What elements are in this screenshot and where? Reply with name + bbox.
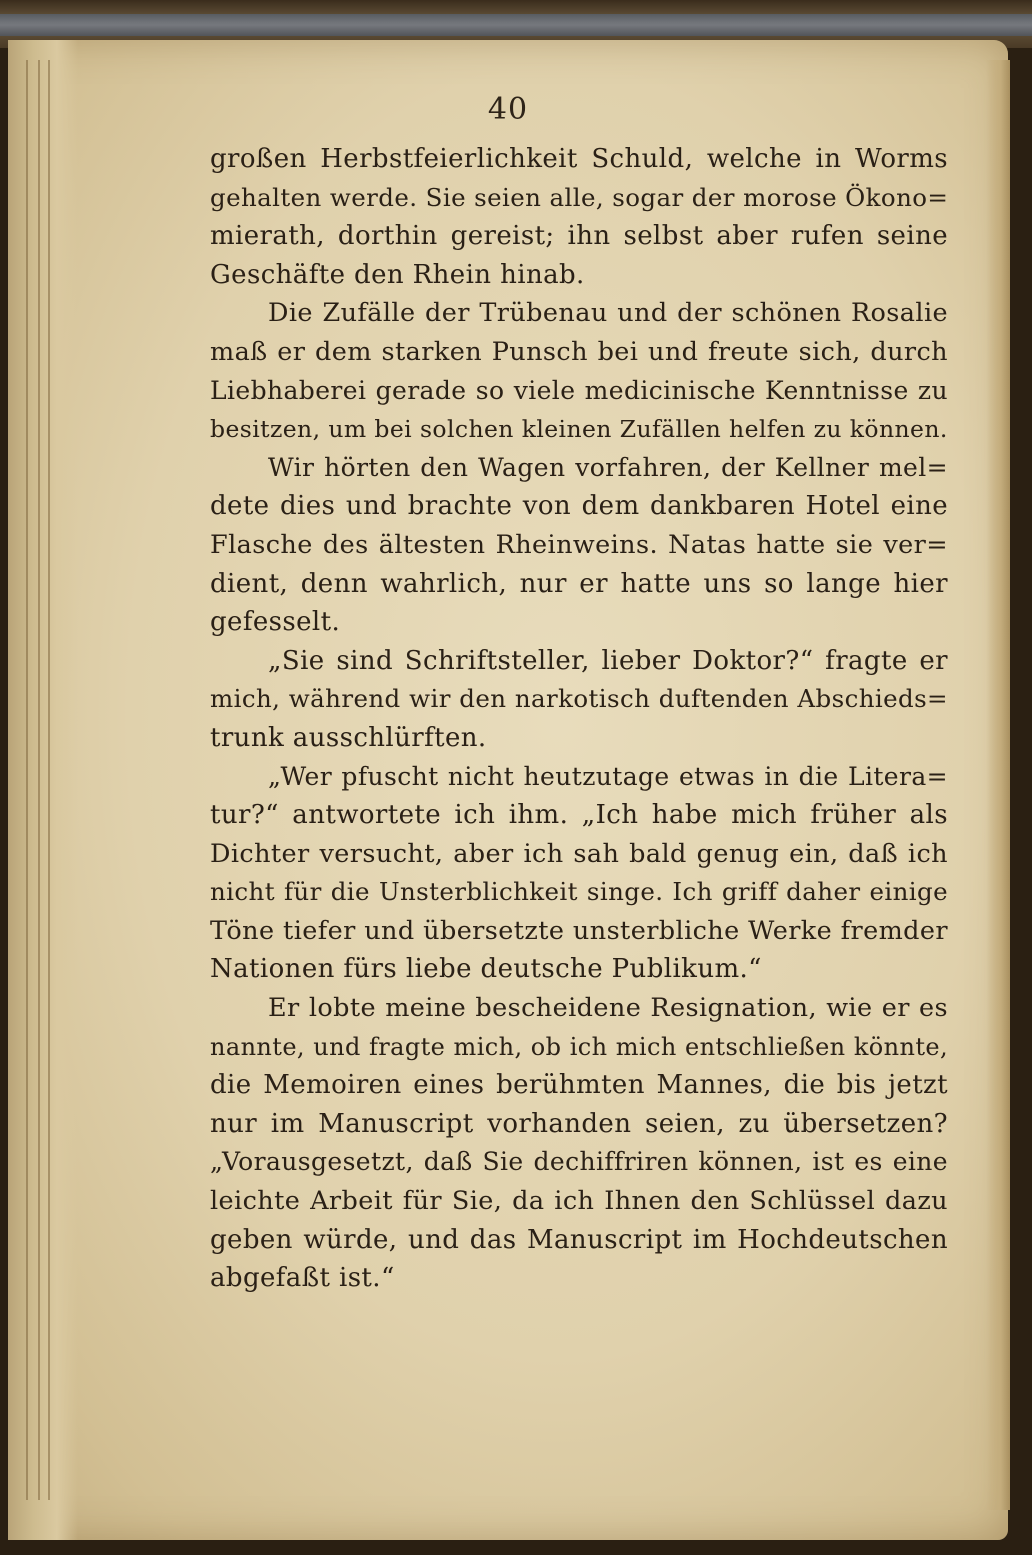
text-line: trunk ausschlürften.: [210, 722, 487, 753]
text-line: maß er dem starken Punsch bei und freute sich, durch: [210, 336, 948, 367]
text-line: Er lobte meine bescheidene Resignation, wie er es: [268, 993, 948, 1024]
text-line: „Vorausgesetzt, daß Sie dechiffriren können, ist es eine: [210, 1147, 948, 1177]
book-cover-strip: [0, 14, 1032, 36]
text-line: besitzen, um bei solchen kleinen Zufällen helfen zu können.: [210, 415, 948, 444]
text-line: nannte, und fragte mich, ob ich mich entschließen könnte,: [210, 1032, 948, 1061]
text-line: dete dies und brachte von dem dankbaren Hotel eine: [210, 491, 948, 522]
body-text: [210, 140, 948, 1298]
gutter-line: [26, 60, 28, 1500]
text-line: abgefaßt ist.“: [210, 1263, 395, 1294]
text-line: Liebhaberei gerade so viele medicinische Kenntnisse zu: [210, 375, 948, 405]
page-right-edge: [986, 60, 1010, 1510]
text-line: leichte Arbeit für Sie, da ich Ihnen den Schlüssel dazu: [210, 1186, 948, 1217]
text-line: mierath, dorthin gereist; ihn selbst aber rufen seine: [210, 221, 948, 252]
gutter-line: [38, 60, 40, 1500]
text-line: Flasche des ältesten Rheinweins. Natas hatte sie ver=: [210, 529, 948, 560]
page-sheet: [8, 40, 1008, 1540]
text-line: Nationen fürs liebe deutsche Publikum.“: [210, 954, 762, 985]
text-line: Töne tiefer und übersetzte unsterbliche Werke fremder: [210, 915, 948, 946]
text-line: tur?“ antwortete ich ihm. „Ich habe mich früher als: [210, 800, 948, 831]
text-line: Wir hörten den Wagen vorfahren, der Kellner mel=: [268, 452, 948, 482]
gutter-line: [48, 60, 50, 1500]
page-number: 40: [487, 92, 529, 127]
text-line: „Sie sind Schriftsteller, lieber Doktor?“ fragte er: [268, 645, 948, 676]
text-line: gefesselt.: [210, 607, 341, 638]
text-line: großen Herbstfeierlichkeit Schuld, welche in Worms: [210, 144, 948, 174]
text-line: dient, denn wahrlich, nur er hatte uns so lange hier: [210, 568, 948, 599]
text-line: „Wer pfuscht nicht heutzutage etwas in die Litera=: [268, 761, 948, 791]
page-gutter: [8, 40, 78, 1540]
text-line: geben würde, und das Manuscript im Hochdeutschen: [210, 1224, 948, 1255]
text-line: mich, während wir den narkotisch duftenden Abschieds=: [210, 684, 948, 714]
text-line: Geschäfte den Rhein hinab.: [210, 259, 585, 290]
text-line: nicht für die Unsterblichkeit singe. Ich griff daher einige: [210, 877, 948, 907]
text-line: gehalten werde. Sie seien alle, sogar der morose Ökono=: [210, 182, 949, 212]
text-line: die Memoiren eines berühmten Mannes, die bis jetzt: [210, 1070, 948, 1101]
text-line: nur im Manuscript vorhanden seien, zu übersetzen?: [210, 1108, 948, 1139]
text-line: Die Zufälle der Trübenau und der schönen Rosalie: [268, 298, 948, 329]
text-line: Dichter versucht, aber ich sah bald genug ein, daß ich: [210, 838, 948, 869]
